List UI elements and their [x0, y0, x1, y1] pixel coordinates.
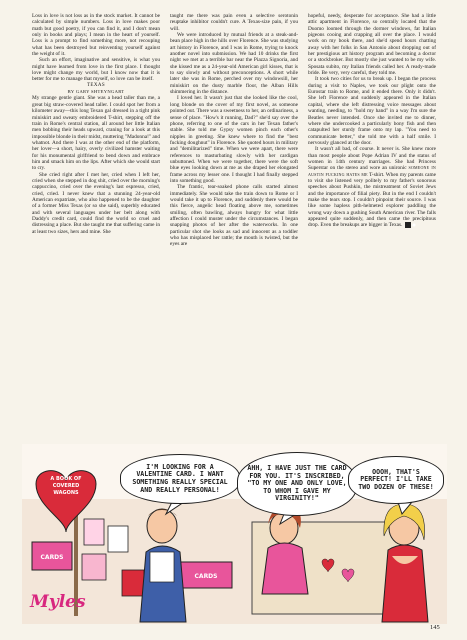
- paragraph-text: T-shirt. When my parents came to visit she listened very politely to my father's sonorous speeches about Pushkin, the mistreatment of Soviet Jews and the importance of filial piety. But in the end I couldn't make the tears stop. I couldn't pinpoint their source. I was like some hapless pith-helmeted explorer paddling the wrong way down a gushing South American river. The falls appeared quite suddenly, and then came the precipitous drop. Even the breakups are bigger in Texas.: [308, 171, 436, 229]
- page-number: 145: [430, 624, 440, 631]
- article-column-2: [170, 13, 298, 411]
- rabbit-end-mark-icon: ●: [405, 222, 411, 228]
- greeting-card: [122, 570, 144, 596]
- paragraph: Such an effort, imaginative and sensitive, is what you might have learned from love in the first place. I thought love might change my world, but I know now that it is better for me to manage that myself, so love can be itself.: [32, 57, 160, 83]
- greeting-card: [82, 554, 106, 580]
- tshirt-slogan: someone in austin fucking hates me: [308, 165, 436, 178]
- section-heading: TEXAS: [86, 82, 106, 88]
- paragraph: Loss in love is not loss as in the stock market. It cannot be calculated by simple numbers. Loss in love makes poor math but good poetry, if you can find it, and I don't mean only in books and plays; I mean in the heart of yourself. Loss is a prompt to find something more, not recouping what has been destroyed but reinventing yourself against the weight of it.: [32, 13, 160, 58]
- rack-label-right: CARDS: [194, 573, 218, 580]
- artist-signature: Myles: [30, 592, 86, 612]
- cartoon: [22, 444, 447, 624]
- speech-bubble-woman: OOOH, THAT'S PERFECT! I'LL TAKE TWO DOZEN OF THESE!: [348, 456, 444, 504]
- greeting-card: [84, 519, 104, 545]
- book-title-line-2: COVERED: [52, 483, 80, 489]
- paragraph: We were introduced by mutual friends at a steak-and-bean place high in the hills over Florence. She was studying art history in Florence, and I was in Rome, trying to knock another novel into submission. We had 10 drinks the first night we met at a terrible bar near the Piazza Signoria, and she kissed me as a 24-year-old American girl kisses, that is to say slowly and without preconceptions. A short while later she was in Rome, perched over my windowsill, her miniskirt on the dusty marble floor, the Alban Hills shimmering in the distance.: [170, 32, 298, 96]
- paragraph: I loved her. It wasn't just that she looked like the cool, long blonde on the cover of my first novel, as someone pointed out. There was a sweetness to her, an ordinariness, a sense of place. "How's it running, Dad?" she'd say over the phone, referring to one of the cars in her Texan father's stable. She told me Gypsy women pinch each other's nipples in greeting. She knew where to find the "best fucking doughnut" in Florence. She quoted hours in military and "demilitarized" time. When we were apart, there were references to masturbating slowly with her cardigan unbuttoned. When we were together, there were the soft blue eyes looking down at me as she draped her elongated frame across my lesser one. I thought I had finally stepped into something good.: [170, 95, 298, 184]
- paragraph-text: It wasn't all bad, of course. It never is. She knew more than most people about Pope Adrian IV and the status of women in 14th century marriages. She had Princess Superstar on the stereo and wore an unironic: [308, 146, 436, 172]
- book-title-line-3: WAGONS: [53, 490, 79, 496]
- paragraph: My strange gentle giant. She was a head taller than me, a great big straw-covered head taller. I could spot her from a kilometer away—this long Texan gal dressed in a tight pink miniskirt and sweaty embroidered T-shirt, stepping off the train in Rome's central station, all around her little Italian men bobbing their heads upward, craning for a look at this impossible blonde in their midst, muttering "Madonna!" and whatnot. And there I was at the other end of the platform, her lover—a short, hairy, overly civilized hamster waiting for his monumental girlfriend to bend down and embrace him and smack him on the lips. After which she would start to cry.: [32, 95, 160, 172]
- book-title-line-1: A BOOK OF: [50, 476, 82, 482]
- paragraph: taught me there was pain even a selective serotonin reuptake inhibitor couldn't cure. A Texas-size pain, if you will.: [170, 13, 298, 32]
- paragraph: She cried right after I met her, cried when I left her, cried when she stepped in dog shit, cried over the morning's cappuccino, cried over the evening's last espresso, cried, cried, cried. I never knew that a stunning 24-year-old American expatriate, who also happened to be the daughter of a former Miss Texas (or so she said), superbly educated and with several languages under her belt along with Daddy's credit card, could find the world so cruel and distressing a place. But she taught me that suffering came in at least two sizes, hers and mine. She: [32, 171, 160, 235]
- article-column-1: [32, 13, 160, 411]
- byline: BY GARY SHTEYNGART: [67, 89, 125, 95]
- article-column-3: [308, 13, 436, 411]
- greeting-card: [108, 526, 128, 552]
- customer-shirt: [150, 552, 174, 582]
- clerk-body: [262, 543, 308, 594]
- customer-head: [147, 509, 177, 543]
- speech-bubble-clerk: AHH, I HAVE JUST THE CARD FOR YOU. IT'S INSCRIBED, "TO MY ONE AND ONLY LOVE, TO WHOM I GAVE MY VIRGINITY!": [237, 452, 357, 516]
- paragraph: hopeful, needy, desperate for acceptance. She had a little attic apartment in Florence, so centrally located that the Duomo loomed through the dormer windows, fat Italian pigeons cooing and crapping all over the place. I would work on my book there, and she'd spend hours chatting away with her folks in San Antonio about dropping out of her prestigious art history program and becoming a doctor or a stockbroker. But mostly she just wanted to be my wife. Sposata subito, my Italian friends called her. A ready-made bride. Be very, very careful, they told me.: [308, 13, 436, 77]
- paragraph: It took two cities for us to break up. I began the process during a visit to Naples, we took our plight onto the Eurostar train to Rome, and it ended there. Only it didn't. She left Florence and suddenly appeared in the Italian capital, where she left distressing voice messages about wanting, needing, to "hold my hand" in a way I'm sure the Beatles never intended. Once she invited me to dinner, where she undercooked a particularly bony fish and then catapulted her sturdy frame onto my lap. "You need to communicate better," she told me with a half smile. I nervously glanced at the door.: [308, 76, 436, 146]
- speech-bubble-customer: I'M LOOKING FOR A VALENTINE CARD. I WANT SOMETHING REALLY SPECIAL AND REALLY PERSONAL!: [120, 454, 240, 504]
- paragraph: The frantic, tear-soaked phone calls started almost immediately. She would take the train down to Rome or I would take it up to Florence, and suddenly there would be this fierce, angelic head floating above me, sometimes smiling, often bawling, always hungry for what little affection I could muster under the circumstances. I began snapping photos of her after the waterworks. In one particular shot she looks as sad and innocent as a toddler who has misplaced her rattle; the mouth is twisted, but the eyes are: [170, 184, 298, 248]
- rack-label-left: CARDS: [40, 554, 64, 561]
- paragraph: [308, 146, 436, 229]
